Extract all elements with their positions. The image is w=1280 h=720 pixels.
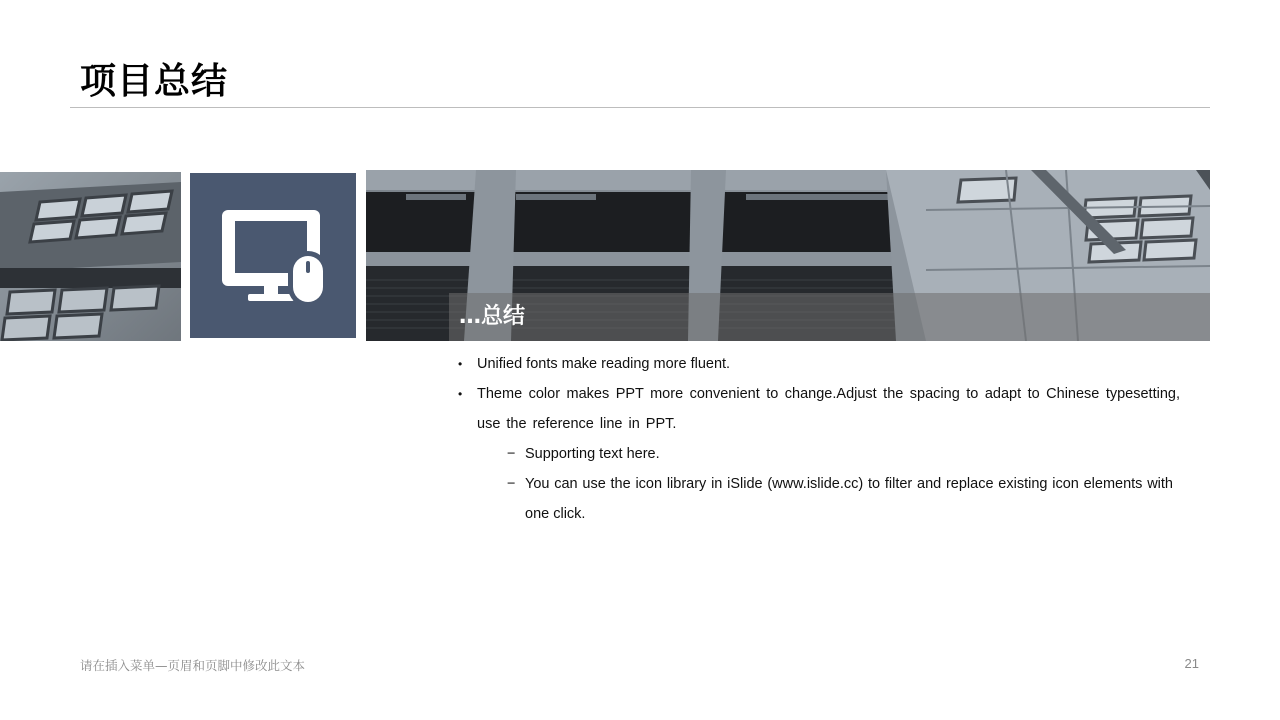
sub-bullet-text: Supporting text here. (525, 446, 660, 462)
computer-mouse-icon (190, 173, 356, 338)
bullet-text: Theme color makes PPT more convenient to change.Adjust the spacing to adapt to Chinese typesetting, use the reference line in PPT. (477, 386, 1180, 432)
list-item (454, 439, 1180, 469)
bullet-list (454, 349, 1180, 529)
bullet-text: Unified fonts make reading more fluent. (477, 356, 731, 372)
building-photo-left (0, 172, 181, 341)
page-number: 21 (1184, 656, 1199, 671)
sub-bullet-marker: − (507, 476, 516, 492)
list-item (454, 469, 1180, 529)
bullet-marker: • (458, 357, 463, 371)
list-item (454, 379, 1180, 439)
banner-title: …总结 (459, 304, 526, 329)
footer-text: 请在插入菜单—页眉和页脚中修改此文本 (80, 658, 306, 673)
sub-bullet-marker: − (507, 446, 516, 462)
sub-bullet-text: You can use the icon library in iSlide (www.islide.cc) to filter and replace existing icon elements with one click. (525, 476, 1173, 522)
bullet-marker: • (458, 387, 463, 401)
list-item (454, 349, 1180, 379)
photo-caption-banner (449, 293, 1210, 341)
icon-tile (190, 173, 356, 338)
title-divider (70, 107, 1210, 108)
building-photo-left-graphic (0, 172, 181, 341)
page-title: 项目总结 (80, 61, 229, 102)
